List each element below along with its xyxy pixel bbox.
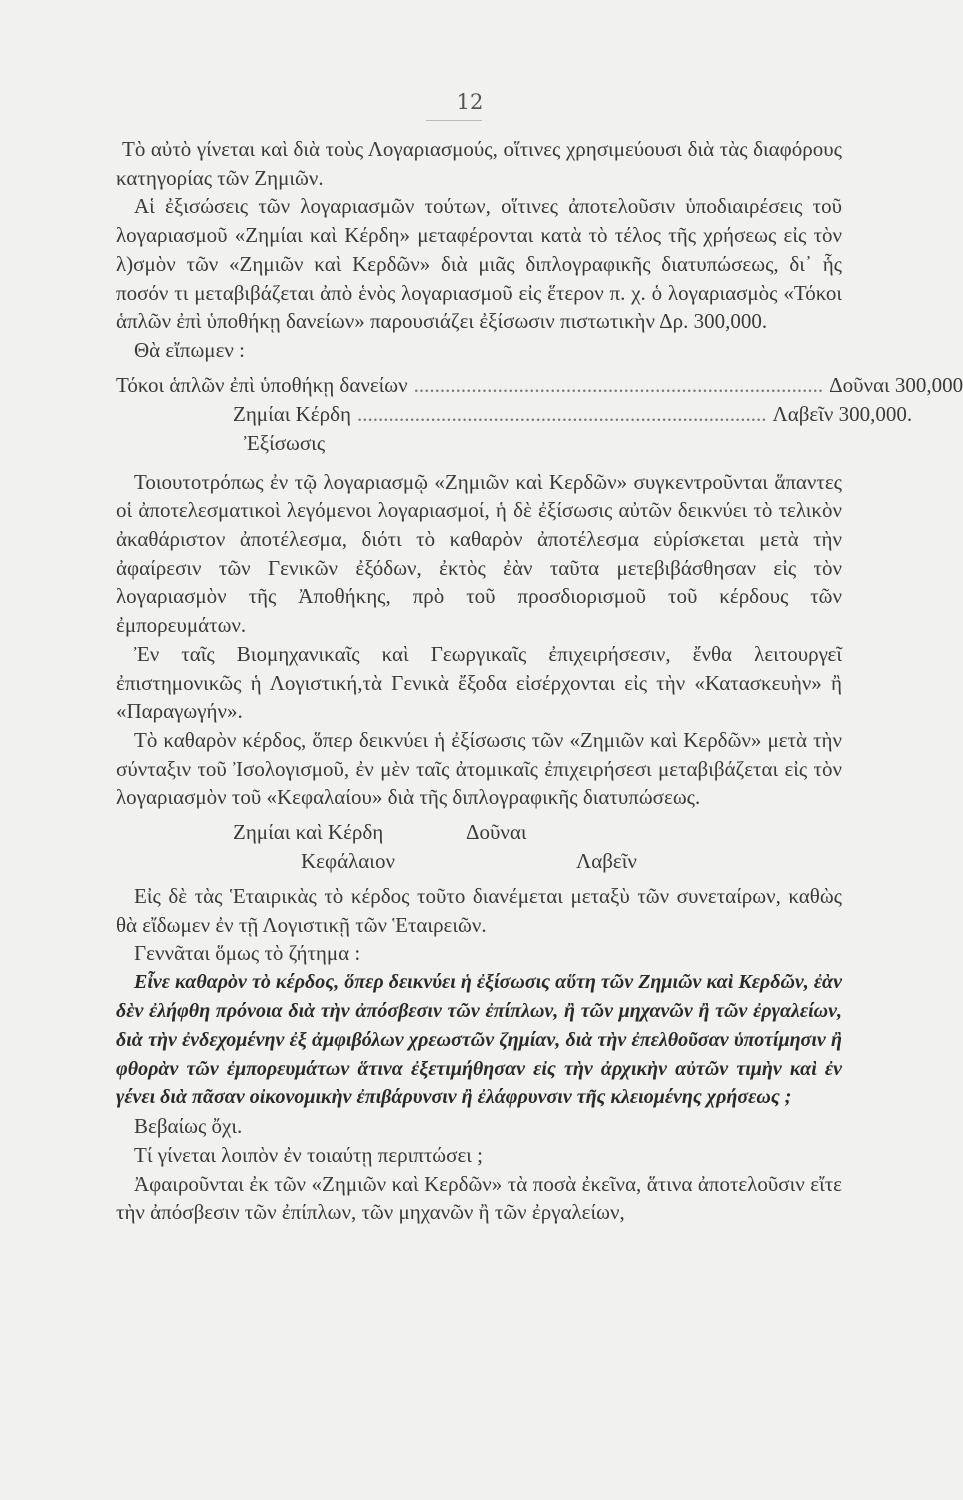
page-number: 12 xyxy=(456,90,484,114)
journal-line-2 xyxy=(116,400,913,429)
paragraph-9-bold: Εἶνε καθαρὸν τὸ κέρδος, ὅπερ δεικνύει ἡ ἐξίσωσις αὕτη τῶν Ζημιῶν καὶ Κερδῶν, ἐὰν δὲν ἐλήφθη πρόνοια διὰ τὴν ἀπόσβεσιν τῶν ἐπίπλων, ἢ τῶν μηχανῶν ἢ τῶν ἐργαλείων, διὰ τὴν ἐνδεχομένην ἐξ ἀμφιβόλων χρεωστῶν ζημίαν, διὰ τὴν ἐπελθοῦσαν ὑποτίμησιν ἢ φθορὰν τῶν ἐμπορευμάτων ἅτινα ἐξετιμήθησαν εἰς τὴν ἀρχικὴν αὐτῶν τιμὴν καὶ ἐν γένει διὰ πᾶσαν οἰκονομικὴν ἐπιβάρυνσιν ἢ ἐλάφρυνσιν τῆς κλειομένης χρήσεως ; xyxy=(116,971,842,1109)
paragraph-1: Τὸ αὐτὸ γίνεται καὶ διὰ τοὺς Λογαριασμούς, οἵτινες χρησιμεύουσι διὰ τὰς διαφόρους κατηγορίας τῶν Ζημιῶν. xyxy=(116,137,842,190)
journal-line-1-account: Τόκοι ἁπλῶν ἐπὶ ὑποθήκῃ δανείων xyxy=(116,372,408,397)
closing-right-2: Λαβεῖν xyxy=(576,849,637,874)
closing-entry-row-2 xyxy=(116,847,842,876)
body-text xyxy=(116,135,963,1227)
closing-right-1: Δοῦναι xyxy=(466,820,527,845)
paragraph-2: Αἱ ἐξισώσεις τῶν λογαριασμῶν τούτων, οἵτινες ἀποτελοῦσιν ὑποδιαιρέσεις τοῦ λογαριασμοῦ «Ζημίαι καὶ Κέρδη» μεταφέρονται κατὰ τὸ τέλος τῆς χρήσεως εἰς τὸν λ)σμὸν τῶν «Ζημιῶν καὶ Κερδῶν» διὰ μιᾶς διπλογραφικῆς διατυπώσεως, δι᾽ ἧς ποσόν τι μεταβιβάζεται ἀπὸ ἑνὸς λογαριασμοῦ εἰς ἕτερον π. χ. ὁ λογαριασμὸς «Τόκοι ἁπλῶν ἐπὶ ὑποθήκῃ δανείων» παρουσιάζει ἐξίσωσιν πιστωτικὴν Δρ. 300,000. xyxy=(116,194,842,334)
page-number-rule xyxy=(426,120,482,121)
closing-entry-row-1 xyxy=(116,818,842,847)
journal-line-2-account: Ζημίαι Κέρδη xyxy=(233,401,351,426)
closing-left-2: Κεφάλαιον xyxy=(301,849,395,874)
paragraph-12: Ἀφαιροῦνται ἐκ τῶν «Ζημιῶν καὶ Κερδῶν» τὰ ποσὰ ἐκεῖνα, ἅτινα ἀποτελοῦσιν εἴτε τὴν ἀπόσβεσιν τῶν ἐπίπλων, τῶν μηχανῶν ἢ τῶν ἐργαλείων, xyxy=(116,1171,842,1225)
paragraph-8: Γεννᾶται ὅμως τὸ ζήτημα : xyxy=(134,941,361,966)
paragraph-4: Τοιουτοτρόπως ἐν τῷ λογαριασμῷ «Ζημιῶν καὶ Κερδῶν» συγκεντροῦνται ἅπαντες οἱ ἀποτελεσματικοὶ λεγόμενοι λογαριασμοί, ἡ δὲ ἐξίσωσις αὐτῶν δεικνύει τὸ τελικὸν ἀκαθάριστον ἀποτέλεσμα, διότι τὸ καθαρὸν ἀποτέλεσμα εὑρίσκεται μετὰ τὴν ἀφαίρεσιν τῶν Γενικῶν ἐξόδων, ἐκτὸς ἐὰν ταῦτα μετεβιβάσθησαν εἰς τὸν λογαριασμὸν τῆς Ἀποθήκης, πρὸ τοῦ προσδιορισμοῦ τοῦ κέρδους τῶν ἐμπορευμάτων. xyxy=(116,469,842,638)
paragraph-10: Βεβαίως ὄχι. xyxy=(134,1114,243,1139)
paragraph-11: Τί γίνεται λοιπὸν ἐν τοιαύτῃ περιπτώσει ; xyxy=(134,1142,484,1167)
journal-line-3: Ἐξίσωσις xyxy=(244,430,326,455)
journal-line-1-side: Δοῦναι 300,000 xyxy=(829,372,963,397)
dot-leader: .............................................................................. xyxy=(413,372,824,397)
closing-left-1: Ζημίαι καὶ Κέρδη xyxy=(233,820,384,845)
dot-leader: .............................................................................. xyxy=(356,401,767,426)
journal-line-2-side: Λαβεῖν 300,000. xyxy=(772,401,913,426)
paragraph-5: Ἐν ταῖς Βιομηχανικαῖς καὶ Γεωργικαῖς ἐπιχειρήσεσιν, ἔνθα λειτουργεῖ ἐπιστημονικῶς ἡ Λογιστική,τὰ Γενικὰ ἔξοδα εἰσέρχονται εἰς τὴν «Κατασκευὴν» ἢ «Παραγωγήν». xyxy=(116,641,842,724)
journal-line-1 xyxy=(116,371,963,400)
paragraph-3: Θὰ εἴπωμεν : xyxy=(134,337,245,362)
paragraph-7: Εἰς δὲ τὰς Ἑταιρικὰς τὸ κέρδος τοῦτο διανέμεται μεταξὺ τῶν συνεταίρων, καθὼς θὰ εἴδωμεν ἐν τῇ Λογιστικῇ τῶν Ἑταιρειῶν. xyxy=(116,884,842,937)
paragraph-6: Τὸ καθαρὸν κέρδος, ὅπερ δεικνύει ἡ ἐξίσωσις τῶν «Ζημιῶν καὶ Κερδῶν» μετὰ τὴν σύνταξιν τοῦ Ἰσολογισμοῦ, ἐν μὲν ταῖς ἀτομικαῖς ἐπιχειρήσεσι μεταβιβάζεται εἰς τὸν λογαριασμὸν τοῦ «Κεφαλαίου» διὰ τῆς διπλογραφικῆς διατυπώσεως. xyxy=(116,727,842,810)
